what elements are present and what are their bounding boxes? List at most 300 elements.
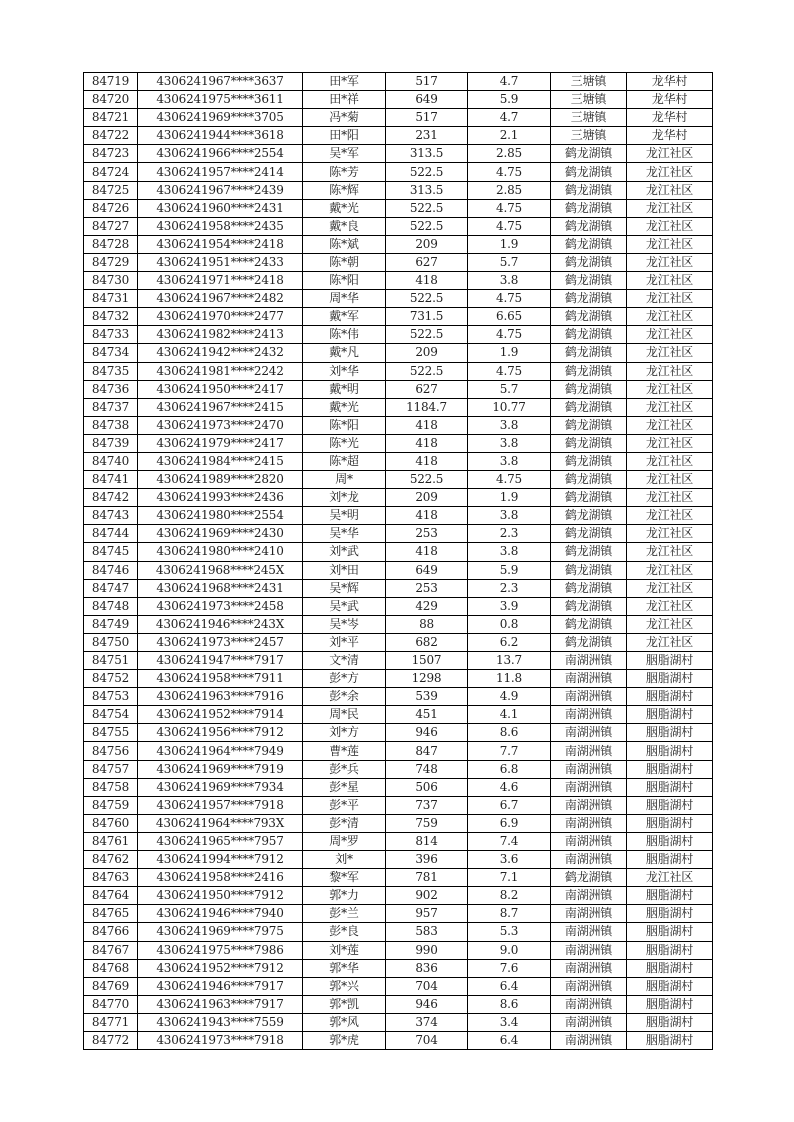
quantity-cell: 2.3 xyxy=(468,525,551,543)
quantity-cell: 9.0 xyxy=(468,941,551,959)
amount-cell: 418 xyxy=(386,434,468,452)
id-number-cell: 4306241973****2458 xyxy=(138,597,303,615)
subsidy-table xyxy=(83,72,713,1050)
name-cell: 周* xyxy=(303,471,386,489)
id-number-cell: 4306241975****3611 xyxy=(138,91,303,109)
table-row xyxy=(84,561,713,579)
serial-number-cell: 84731 xyxy=(84,290,138,308)
name-cell: 吴*武 xyxy=(303,597,386,615)
quantity-cell: 4.75 xyxy=(468,290,551,308)
id-number-cell: 4306241958****7911 xyxy=(138,670,303,688)
village-cell: 龙江社区 xyxy=(627,235,713,253)
amount-cell: 649 xyxy=(386,91,468,109)
serial-number-cell: 84749 xyxy=(84,615,138,633)
id-number-cell: 4306241951****2433 xyxy=(138,253,303,271)
amount-cell: 451 xyxy=(386,706,468,724)
table-row xyxy=(84,73,713,91)
quantity-cell: 6.65 xyxy=(468,308,551,326)
quantity-cell: 5.9 xyxy=(468,561,551,579)
table-row xyxy=(84,742,713,760)
table-row xyxy=(84,832,713,850)
serial-number-cell: 84756 xyxy=(84,742,138,760)
town-cell: 鹤龙湖镇 xyxy=(551,398,627,416)
serial-number-cell: 84732 xyxy=(84,308,138,326)
town-cell: 南湖洲镇 xyxy=(551,832,627,850)
village-cell: 龙华村 xyxy=(627,91,713,109)
quantity-cell: 3.9 xyxy=(468,597,551,615)
serial-number-cell: 84747 xyxy=(84,579,138,597)
town-cell: 南湖洲镇 xyxy=(551,977,627,995)
serial-number-cell: 84733 xyxy=(84,326,138,344)
name-cell: 陈*阳 xyxy=(303,272,386,290)
town-cell: 南湖洲镇 xyxy=(551,1013,627,1031)
name-cell: 刘*华 xyxy=(303,362,386,380)
town-cell: 鹤龙湖镇 xyxy=(551,543,627,561)
amount-cell: 836 xyxy=(386,959,468,977)
name-cell: 彭*方 xyxy=(303,670,386,688)
village-cell: 龙江社区 xyxy=(627,597,713,615)
name-cell: 彭*良 xyxy=(303,923,386,941)
amount-cell: 946 xyxy=(386,995,468,1013)
amount-cell: 902 xyxy=(386,887,468,905)
amount-cell: 313.5 xyxy=(386,145,468,163)
name-cell: 陈*辉 xyxy=(303,181,386,199)
table-row xyxy=(84,633,713,651)
serial-number-cell: 84754 xyxy=(84,706,138,724)
id-number-cell: 4306241969****3705 xyxy=(138,109,303,127)
village-cell: 胭脂湖村 xyxy=(627,851,713,869)
id-number-cell: 4306241963****7917 xyxy=(138,995,303,1013)
amount-cell: 814 xyxy=(386,832,468,850)
serial-number-cell: 84721 xyxy=(84,109,138,127)
table-row xyxy=(84,181,713,199)
quantity-cell: 4.75 xyxy=(468,163,551,181)
id-number-cell: 4306241968****245X xyxy=(138,561,303,579)
name-cell: 吴*明 xyxy=(303,507,386,525)
serial-number-cell: 84726 xyxy=(84,199,138,217)
quantity-cell: 7.6 xyxy=(468,959,551,977)
village-cell: 龙华村 xyxy=(627,127,713,145)
amount-cell: 253 xyxy=(386,525,468,543)
amount-cell: 517 xyxy=(386,109,468,127)
town-cell: 南湖洲镇 xyxy=(551,796,627,814)
table-row xyxy=(84,706,713,724)
table-row xyxy=(84,199,713,217)
serial-number-cell: 84767 xyxy=(84,941,138,959)
quantity-cell: 8.2 xyxy=(468,887,551,905)
name-cell: 戴*凡 xyxy=(303,344,386,362)
name-cell: 戴*明 xyxy=(303,380,386,398)
name-cell: 陈*芳 xyxy=(303,163,386,181)
quantity-cell: 8.6 xyxy=(468,995,551,1013)
village-cell: 龙江社区 xyxy=(627,163,713,181)
town-cell: 南湖洲镇 xyxy=(551,887,627,905)
table-row xyxy=(84,796,713,814)
table-row xyxy=(84,1031,713,1049)
name-cell: 刘*龙 xyxy=(303,489,386,507)
quantity-cell: 4.75 xyxy=(468,217,551,235)
amount-cell: 704 xyxy=(386,1031,468,1049)
id-number-cell: 4306241967****2482 xyxy=(138,290,303,308)
village-cell: 龙华村 xyxy=(627,109,713,127)
amount-cell: 1507 xyxy=(386,652,468,670)
village-cell: 龙江社区 xyxy=(627,380,713,398)
id-number-cell: 4306241969****7934 xyxy=(138,778,303,796)
table-row xyxy=(84,109,713,127)
table-row xyxy=(84,398,713,416)
village-cell: 龙江社区 xyxy=(627,398,713,416)
serial-number-cell: 84760 xyxy=(84,814,138,832)
id-number-cell: 4306241973****2470 xyxy=(138,416,303,434)
amount-cell: 506 xyxy=(386,778,468,796)
village-cell: 龙江社区 xyxy=(627,452,713,470)
id-number-cell: 4306241944****3618 xyxy=(138,127,303,145)
village-cell: 龙江社区 xyxy=(627,561,713,579)
village-cell: 龙江社区 xyxy=(627,290,713,308)
quantity-cell: 6.7 xyxy=(468,796,551,814)
name-cell: 曹*莲 xyxy=(303,742,386,760)
town-cell: 南湖洲镇 xyxy=(551,778,627,796)
serial-number-cell: 84768 xyxy=(84,959,138,977)
quantity-cell: 6.9 xyxy=(468,814,551,832)
town-cell: 鹤龙湖镇 xyxy=(551,434,627,452)
amount-cell: 522.5 xyxy=(386,471,468,489)
table-row xyxy=(84,959,713,977)
id-number-cell: 4306241964****7949 xyxy=(138,742,303,760)
serial-number-cell: 84736 xyxy=(84,380,138,398)
amount-cell: 583 xyxy=(386,923,468,941)
table-row xyxy=(84,362,713,380)
quantity-cell: 10.77 xyxy=(468,398,551,416)
quantity-cell: 4.75 xyxy=(468,199,551,217)
amount-cell: 539 xyxy=(386,688,468,706)
amount-cell: 313.5 xyxy=(386,181,468,199)
id-number-cell: 4306241966****2554 xyxy=(138,145,303,163)
quantity-cell: 3.8 xyxy=(468,434,551,452)
table-row xyxy=(84,995,713,1013)
id-number-cell: 4306241980****2554 xyxy=(138,507,303,525)
table-row xyxy=(84,507,713,525)
name-cell: 冯*菊 xyxy=(303,109,386,127)
quantity-cell: 6.4 xyxy=(468,1031,551,1049)
table-row xyxy=(84,127,713,145)
id-number-cell: 4306241942****2432 xyxy=(138,344,303,362)
id-number-cell: 4306241950****7912 xyxy=(138,887,303,905)
id-number-cell: 4306241969****2430 xyxy=(138,525,303,543)
table-row xyxy=(84,923,713,941)
quantity-cell: 3.8 xyxy=(468,416,551,434)
quantity-cell: 1.9 xyxy=(468,235,551,253)
quantity-cell: 3.6 xyxy=(468,851,551,869)
id-number-cell: 4306241957****7918 xyxy=(138,796,303,814)
name-cell: 刘*平 xyxy=(303,633,386,651)
table-row xyxy=(84,905,713,923)
table-row xyxy=(84,652,713,670)
town-cell: 鹤龙湖镇 xyxy=(551,362,627,380)
amount-cell: 209 xyxy=(386,344,468,362)
amount-cell: 231 xyxy=(386,127,468,145)
village-cell: 胭脂湖村 xyxy=(627,814,713,832)
village-cell: 龙江社区 xyxy=(627,633,713,651)
amount-cell: 522.5 xyxy=(386,217,468,235)
name-cell: 陈*斌 xyxy=(303,235,386,253)
town-cell: 南湖洲镇 xyxy=(551,851,627,869)
id-number-cell: 4306241967****2439 xyxy=(138,181,303,199)
name-cell: 刘*田 xyxy=(303,561,386,579)
amount-cell: 517 xyxy=(386,73,468,91)
amount-cell: 418 xyxy=(386,272,468,290)
table-row xyxy=(84,163,713,181)
table-row xyxy=(84,688,713,706)
quantity-cell: 8.7 xyxy=(468,905,551,923)
table-row xyxy=(84,597,713,615)
amount-cell: 209 xyxy=(386,489,468,507)
village-cell: 龙江社区 xyxy=(627,615,713,633)
quantity-cell: 4.7 xyxy=(468,73,551,91)
village-cell: 胭脂湖村 xyxy=(627,995,713,1013)
town-cell: 鹤龙湖镇 xyxy=(551,452,627,470)
table-row xyxy=(84,253,713,271)
village-cell: 胭脂湖村 xyxy=(627,742,713,760)
serial-number-cell: 84771 xyxy=(84,1013,138,1031)
id-number-cell: 4306241967****2415 xyxy=(138,398,303,416)
id-number-cell: 4306241958****2435 xyxy=(138,217,303,235)
serial-number-cell: 84722 xyxy=(84,127,138,145)
quantity-cell: 3.8 xyxy=(468,507,551,525)
name-cell: 吴*辉 xyxy=(303,579,386,597)
id-number-cell: 4306241967****3637 xyxy=(138,73,303,91)
name-cell: 黎*军 xyxy=(303,869,386,887)
town-cell: 南湖洲镇 xyxy=(551,706,627,724)
village-cell: 胭脂湖村 xyxy=(627,1013,713,1031)
id-number-cell: 4306241970****2477 xyxy=(138,308,303,326)
serial-number-cell: 84720 xyxy=(84,91,138,109)
amount-cell: 522.5 xyxy=(386,326,468,344)
name-cell: 戴*光 xyxy=(303,199,386,217)
table-row xyxy=(84,760,713,778)
table-row xyxy=(84,543,713,561)
serial-number-cell: 84740 xyxy=(84,452,138,470)
amount-cell: 649 xyxy=(386,561,468,579)
village-cell: 胭脂湖村 xyxy=(627,796,713,814)
town-cell: 鹤龙湖镇 xyxy=(551,217,627,235)
table-row xyxy=(84,145,713,163)
village-cell: 胭脂湖村 xyxy=(627,977,713,995)
town-cell: 鹤龙湖镇 xyxy=(551,181,627,199)
name-cell: 吴*军 xyxy=(303,145,386,163)
quantity-cell: 3.4 xyxy=(468,1013,551,1031)
town-cell: 鹤龙湖镇 xyxy=(551,199,627,217)
id-number-cell: 4306241965****7957 xyxy=(138,832,303,850)
town-cell: 鹤龙湖镇 xyxy=(551,416,627,434)
town-cell: 三塘镇 xyxy=(551,73,627,91)
amount-cell: 88 xyxy=(386,615,468,633)
serial-number-cell: 84755 xyxy=(84,724,138,742)
amount-cell: 418 xyxy=(386,507,468,525)
town-cell: 南湖洲镇 xyxy=(551,814,627,832)
id-number-cell: 4306241968****2431 xyxy=(138,579,303,597)
village-cell: 胭脂湖村 xyxy=(627,959,713,977)
town-cell: 南湖洲镇 xyxy=(551,742,627,760)
village-cell: 龙江社区 xyxy=(627,525,713,543)
town-cell: 鹤龙湖镇 xyxy=(551,489,627,507)
village-cell: 龙江社区 xyxy=(627,272,713,290)
village-cell: 龙江社区 xyxy=(627,489,713,507)
table-row xyxy=(84,217,713,235)
village-cell: 胭脂湖村 xyxy=(627,652,713,670)
table-row xyxy=(84,326,713,344)
serial-number-cell: 84743 xyxy=(84,507,138,525)
quantity-cell: 13.7 xyxy=(468,652,551,670)
serial-number-cell: 84729 xyxy=(84,253,138,271)
amount-cell: 781 xyxy=(386,869,468,887)
village-cell: 龙江社区 xyxy=(627,308,713,326)
town-cell: 鹤龙湖镇 xyxy=(551,344,627,362)
serial-number-cell: 84742 xyxy=(84,489,138,507)
id-number-cell: 4306241960****2431 xyxy=(138,199,303,217)
quantity-cell: 7.4 xyxy=(468,832,551,850)
serial-number-cell: 84719 xyxy=(84,73,138,91)
name-cell: 郭*凯 xyxy=(303,995,386,1013)
id-number-cell: 4306241979****2417 xyxy=(138,434,303,452)
serial-number-cell: 84744 xyxy=(84,525,138,543)
table-row xyxy=(84,851,713,869)
town-cell: 南湖洲镇 xyxy=(551,923,627,941)
village-cell: 胭脂湖村 xyxy=(627,887,713,905)
table-row xyxy=(84,91,713,109)
id-number-cell: 4306241946****243X xyxy=(138,615,303,633)
quantity-cell: 7.1 xyxy=(468,869,551,887)
village-cell: 龙华村 xyxy=(627,73,713,91)
town-cell: 南湖洲镇 xyxy=(551,995,627,1013)
id-number-cell: 4306241952****7912 xyxy=(138,959,303,977)
town-cell: 南湖洲镇 xyxy=(551,688,627,706)
id-number-cell: 4306241947****7917 xyxy=(138,652,303,670)
quantity-cell: 4.75 xyxy=(468,362,551,380)
table-row xyxy=(84,724,713,742)
serial-number-cell: 84759 xyxy=(84,796,138,814)
table-row xyxy=(84,344,713,362)
quantity-cell: 4.9 xyxy=(468,688,551,706)
village-cell: 胭脂湖村 xyxy=(627,706,713,724)
town-cell: 鹤龙湖镇 xyxy=(551,561,627,579)
village-cell: 龙江社区 xyxy=(627,344,713,362)
table-row xyxy=(84,670,713,688)
quantity-cell: 3.8 xyxy=(468,272,551,290)
id-number-cell: 4306241994****7912 xyxy=(138,851,303,869)
town-cell: 鹤龙湖镇 xyxy=(551,163,627,181)
village-cell: 胭脂湖村 xyxy=(627,688,713,706)
serial-number-cell: 84772 xyxy=(84,1031,138,1049)
quantity-cell: 1.9 xyxy=(468,344,551,362)
amount-cell: 946 xyxy=(386,724,468,742)
id-number-cell: 4306241989****2820 xyxy=(138,471,303,489)
serial-number-cell: 84724 xyxy=(84,163,138,181)
table-row xyxy=(84,778,713,796)
town-cell: 鹤龙湖镇 xyxy=(551,471,627,489)
village-cell: 胭脂湖村 xyxy=(627,1031,713,1049)
quantity-cell: 7.7 xyxy=(468,742,551,760)
id-number-cell: 4306241971****2418 xyxy=(138,272,303,290)
serial-number-cell: 84728 xyxy=(84,235,138,253)
quantity-cell: 2.1 xyxy=(468,127,551,145)
serial-number-cell: 84766 xyxy=(84,923,138,941)
serial-number-cell: 84765 xyxy=(84,905,138,923)
town-cell: 鹤龙湖镇 xyxy=(551,235,627,253)
name-cell: 戴*良 xyxy=(303,217,386,235)
name-cell: 刘*方 xyxy=(303,724,386,742)
id-number-cell: 4306241969****7975 xyxy=(138,923,303,941)
id-number-cell: 4306241975****7986 xyxy=(138,941,303,959)
id-number-cell: 4306241952****7914 xyxy=(138,706,303,724)
village-cell: 龙江社区 xyxy=(627,507,713,525)
town-cell: 三塘镇 xyxy=(551,91,627,109)
serial-number-cell: 84763 xyxy=(84,869,138,887)
quantity-cell: 11.8 xyxy=(468,670,551,688)
id-number-cell: 4306241973****7918 xyxy=(138,1031,303,1049)
table-row xyxy=(84,416,713,434)
name-cell: 刘* xyxy=(303,851,386,869)
quantity-cell: 1.9 xyxy=(468,489,551,507)
serial-number-cell: 84752 xyxy=(84,670,138,688)
amount-cell: 682 xyxy=(386,633,468,651)
village-cell: 胭脂湖村 xyxy=(627,905,713,923)
name-cell: 戴*军 xyxy=(303,308,386,326)
name-cell: 陈*光 xyxy=(303,434,386,452)
town-cell: 鹤龙湖镇 xyxy=(551,507,627,525)
name-cell: 陈*阳 xyxy=(303,416,386,434)
table-row xyxy=(84,579,713,597)
name-cell: 陈*超 xyxy=(303,452,386,470)
quantity-cell: 2.85 xyxy=(468,181,551,199)
amount-cell: 522.5 xyxy=(386,362,468,380)
village-cell: 龙江社区 xyxy=(627,199,713,217)
town-cell: 鹤龙湖镇 xyxy=(551,253,627,271)
quantity-cell: 2.3 xyxy=(468,579,551,597)
amount-cell: 209 xyxy=(386,235,468,253)
town-cell: 南湖洲镇 xyxy=(551,1031,627,1049)
village-cell: 胭脂湖村 xyxy=(627,724,713,742)
id-number-cell: 4306241980****2410 xyxy=(138,543,303,561)
village-cell: 龙江社区 xyxy=(627,326,713,344)
village-cell: 龙江社区 xyxy=(627,869,713,887)
village-cell: 龙江社区 xyxy=(627,416,713,434)
table-row xyxy=(84,615,713,633)
town-cell: 鹤龙湖镇 xyxy=(551,290,627,308)
amount-cell: 418 xyxy=(386,543,468,561)
name-cell: 彭*兵 xyxy=(303,760,386,778)
table-row xyxy=(84,887,713,905)
id-number-cell: 4306241981****2242 xyxy=(138,362,303,380)
amount-cell: 374 xyxy=(386,1013,468,1031)
quantity-cell: 4.7 xyxy=(468,109,551,127)
town-cell: 鹤龙湖镇 xyxy=(551,380,627,398)
amount-cell: 627 xyxy=(386,253,468,271)
id-number-cell: 4306241984****2415 xyxy=(138,452,303,470)
name-cell: 彭*清 xyxy=(303,814,386,832)
village-cell: 龙江社区 xyxy=(627,579,713,597)
name-cell: 吴*华 xyxy=(303,525,386,543)
serial-number-cell: 84723 xyxy=(84,145,138,163)
name-cell: 彭*星 xyxy=(303,778,386,796)
name-cell: 戴*光 xyxy=(303,398,386,416)
amount-cell: 704 xyxy=(386,977,468,995)
name-cell: 彭*余 xyxy=(303,688,386,706)
table-row xyxy=(84,489,713,507)
village-cell: 龙江社区 xyxy=(627,253,713,271)
village-cell: 龙江社区 xyxy=(627,217,713,235)
quantity-cell: 6.4 xyxy=(468,977,551,995)
